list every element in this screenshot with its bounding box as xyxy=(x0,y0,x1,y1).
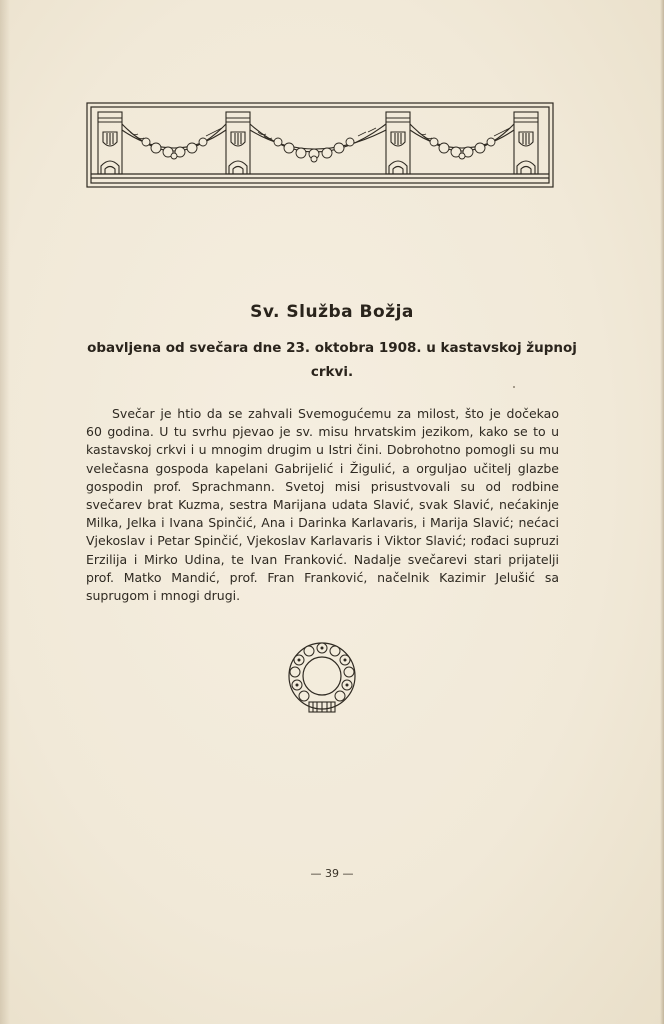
page-subtitle: obavljena od svečara dne 23. oktobra 1908. u kastavskoj župnoj crkvi. xyxy=(87,340,577,380)
garland-frieze-icon xyxy=(86,102,554,188)
body-paragraph: Svečar je htio da se zahvali Svemogućemu za milost, što je dočekao 60 godina. U tu svrhu pjevao je sv. misu hrvatskim jezikom, kako se to u kastavskoj crkvi i u mnogim drugim u Istri čini. Dobrohotno pomogli su mu velečasna gospoda kapelani Gabrijelić i Žigulić, a orguljao učitelj glazbe gospodin prof. Sprachmann. Svetoj misi prisustvovali su od rodbine svečarev brat Kuzma, sestra Marijana udata Slavić, svak Slavić, nećakinje Milka, Jelka i Ivana Spinčić, Ana i Darinka Karlavaris, i Marija Slavić; nećaci Vjekoslav i Petar Spinčić, Vjekoslav Karlavaris i Viktor Slavić; rođaci supruzi Erzilija i Mirko Udina, te Ivan Franković. Nadalje svečarevi stari prijatelji prof. Matko Mandić, prof. Fran Franković, načelnik Kazimir Jelušić sa suprugom i mnogi drugi. xyxy=(86,406,559,604)
print-speck xyxy=(513,386,515,388)
wreath-icon xyxy=(285,640,359,718)
page-number: — 39 — xyxy=(310,867,354,880)
page-title: Sv. Služba Božja xyxy=(250,302,414,322)
